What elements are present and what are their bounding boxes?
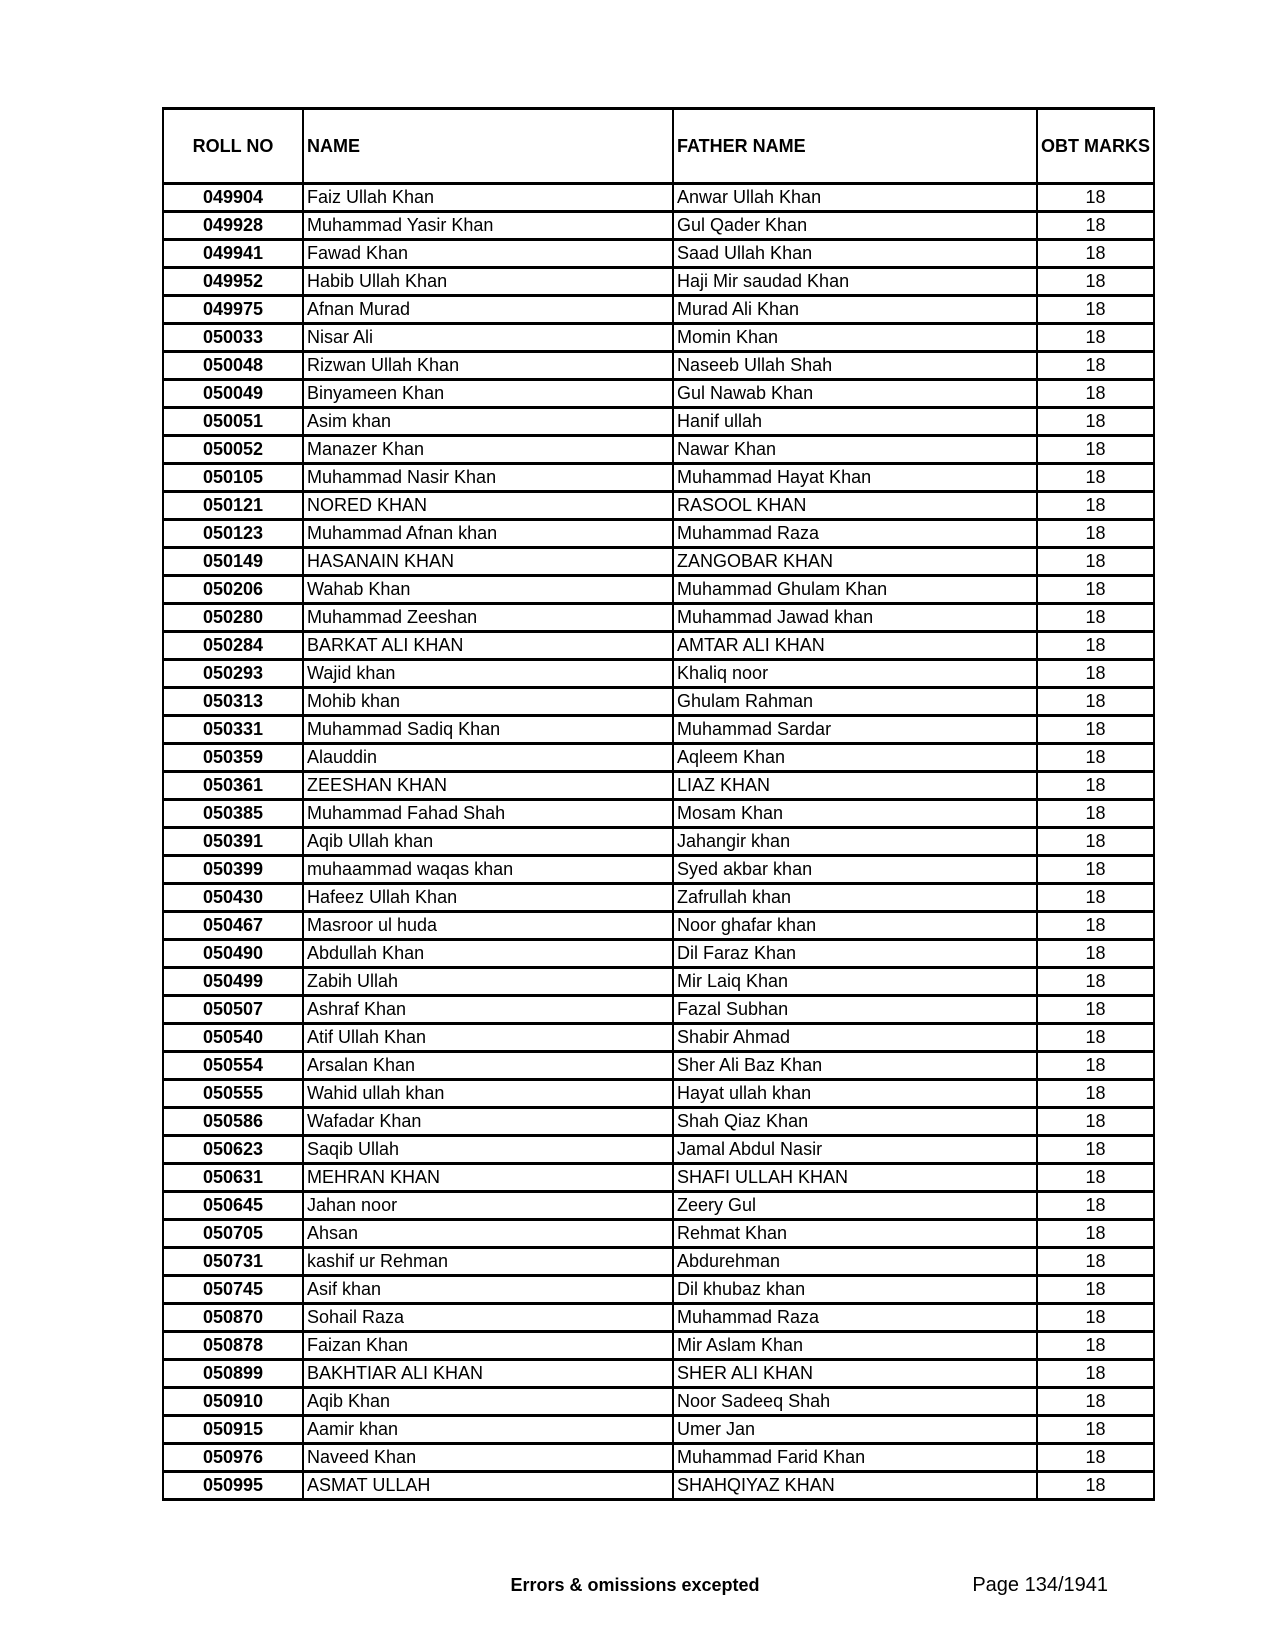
- roll-cell: 050976: [163, 1444, 303, 1472]
- name-cell: Faizan Khan: [303, 1332, 673, 1360]
- name-cell: Sohail Raza: [303, 1304, 673, 1332]
- name-cell: Muhammad Afnan khan: [303, 520, 673, 548]
- roll-cell: 050878: [163, 1332, 303, 1360]
- results-table: [162, 107, 1155, 1501]
- table-row: [163, 996, 1154, 1024]
- marks-cell: 18: [1037, 604, 1154, 632]
- father-name-cell: Ghulam Rahman: [673, 688, 1037, 716]
- roll-cell: 050899: [163, 1360, 303, 1388]
- name-cell: Hafeez Ullah Khan: [303, 884, 673, 912]
- name-cell: Asim khan: [303, 408, 673, 436]
- roll-cell: 050467: [163, 912, 303, 940]
- name-cell: Asif khan: [303, 1276, 673, 1304]
- marks-cell: 18: [1037, 1276, 1154, 1304]
- name-cell: ZEESHAN KHAN: [303, 772, 673, 800]
- roll-cell: 050995: [163, 1472, 303, 1500]
- table-row: [163, 856, 1154, 884]
- father-name-cell: Noor ghafar khan: [673, 912, 1037, 940]
- roll-cell: 050385: [163, 800, 303, 828]
- roll-cell: 049904: [163, 184, 303, 212]
- marks-cell: 18: [1037, 436, 1154, 464]
- name-cell: Faiz Ullah Khan: [303, 184, 673, 212]
- table-row: [163, 1388, 1154, 1416]
- marks-cell: 18: [1037, 520, 1154, 548]
- table-row: [163, 1024, 1154, 1052]
- table-row: [163, 1276, 1154, 1304]
- roll-cell: 050313: [163, 688, 303, 716]
- father-name-cell: Aqleem Khan: [673, 744, 1037, 772]
- table-row: [163, 352, 1154, 380]
- footer-page-number: Page 134/1941: [972, 1574, 1108, 1596]
- roll-cell: 050331: [163, 716, 303, 744]
- marks-cell: 18: [1037, 1304, 1154, 1332]
- roll-cell: 050430: [163, 884, 303, 912]
- footer-disclaimer: Errors & omissions excepted: [510, 1575, 760, 1595]
- name-cell: Naveed Khan: [303, 1444, 673, 1472]
- roll-cell: 050048: [163, 352, 303, 380]
- table-row: [163, 268, 1154, 296]
- table-row: [163, 968, 1154, 996]
- roll-cell: 050361: [163, 772, 303, 800]
- marks-cell: 18: [1037, 240, 1154, 268]
- roll-cell: 049928: [163, 212, 303, 240]
- table-row: [163, 240, 1154, 268]
- name-cell: Masroor ul huda: [303, 912, 673, 940]
- marks-cell: 18: [1037, 632, 1154, 660]
- marks-cell: 18: [1037, 184, 1154, 212]
- table-row: [163, 436, 1154, 464]
- roll-cell: 050731: [163, 1248, 303, 1276]
- marks-cell: 18: [1037, 268, 1154, 296]
- marks-cell: 18: [1037, 1444, 1154, 1472]
- table-row: [163, 1220, 1154, 1248]
- table-row: [163, 492, 1154, 520]
- roll-cell: 050623: [163, 1136, 303, 1164]
- marks-cell: 18: [1037, 1416, 1154, 1444]
- marks-cell: 18: [1037, 1220, 1154, 1248]
- name-cell: Afnan Murad: [303, 296, 673, 324]
- name-cell: Ahsan: [303, 1220, 673, 1248]
- roll-cell: 050359: [163, 744, 303, 772]
- name-cell: Alauddin: [303, 744, 673, 772]
- marks-cell: 18: [1037, 660, 1154, 688]
- table-row: [163, 1332, 1154, 1360]
- name-cell: Muhammad Zeeshan: [303, 604, 673, 632]
- roll-cell: 050123: [163, 520, 303, 548]
- table-row: [163, 464, 1154, 492]
- name-cell: MEHRAN KHAN: [303, 1164, 673, 1192]
- roll-cell: 050910: [163, 1388, 303, 1416]
- father-name-cell: Mosam Khan: [673, 800, 1037, 828]
- marks-cell: 18: [1037, 1024, 1154, 1052]
- roll-cell: 050049: [163, 380, 303, 408]
- table-row: [163, 184, 1154, 212]
- marks-cell: 18: [1037, 1136, 1154, 1164]
- father-name-cell: Muhammad Sardar: [673, 716, 1037, 744]
- marks-cell: 18: [1037, 1192, 1154, 1220]
- father-name-cell: SHER ALI KHAN: [673, 1360, 1037, 1388]
- marks-cell: 18: [1037, 1080, 1154, 1108]
- name-cell: Aamir khan: [303, 1416, 673, 1444]
- table-row: [163, 1248, 1154, 1276]
- roll-cell: 050490: [163, 940, 303, 968]
- roll-cell: 050149: [163, 548, 303, 576]
- table-row: [163, 380, 1154, 408]
- father-name-cell: Hanif ullah: [673, 408, 1037, 436]
- name-cell: Mohib khan: [303, 688, 673, 716]
- roll-cell: 050870: [163, 1304, 303, 1332]
- father-name-cell: Shah Qiaz Khan: [673, 1108, 1037, 1136]
- marks-cell: 18: [1037, 408, 1154, 436]
- table-row: [163, 1444, 1154, 1472]
- name-cell: Wajid khan: [303, 660, 673, 688]
- name-cell: Binyameen Khan: [303, 380, 673, 408]
- table-row: [163, 1108, 1154, 1136]
- table-row: [163, 716, 1154, 744]
- roll-cell: 050391: [163, 828, 303, 856]
- marks-cell: 18: [1037, 1108, 1154, 1136]
- table-row: [163, 632, 1154, 660]
- father-name-cell: Momin Khan: [673, 324, 1037, 352]
- name-cell: muhaammad waqas khan: [303, 856, 673, 884]
- table-row: [163, 408, 1154, 436]
- marks-cell: 18: [1037, 1472, 1154, 1500]
- marks-cell: 18: [1037, 1332, 1154, 1360]
- table-row: [163, 912, 1154, 940]
- col-header-roll-no: ROLL NO: [163, 109, 303, 184]
- father-name-cell: Murad Ali Khan: [673, 296, 1037, 324]
- name-cell: Saqib Ullah: [303, 1136, 673, 1164]
- table-row: [163, 884, 1154, 912]
- col-header-father-name: FATHER NAME: [673, 109, 1037, 184]
- father-name-cell: LIAZ KHAN: [673, 772, 1037, 800]
- name-cell: Fawad Khan: [303, 240, 673, 268]
- name-cell: BAKHTIAR ALI KHAN: [303, 1360, 673, 1388]
- father-name-cell: Mir Laiq Khan: [673, 968, 1037, 996]
- father-name-cell: Muhammad Raza: [673, 520, 1037, 548]
- roll-cell: 050745: [163, 1276, 303, 1304]
- table-header: [163, 109, 1154, 184]
- marks-cell: 18: [1037, 912, 1154, 940]
- page-footer: [162, 1570, 1108, 1600]
- table-row: [163, 660, 1154, 688]
- father-name-cell: Muhammad Farid Khan: [673, 1444, 1037, 1472]
- roll-cell: 050645: [163, 1192, 303, 1220]
- marks-cell: 18: [1037, 828, 1154, 856]
- father-name-cell: Syed akbar khan: [673, 856, 1037, 884]
- roll-cell: 050284: [163, 632, 303, 660]
- table-row: [163, 520, 1154, 548]
- roll-cell: 050280: [163, 604, 303, 632]
- roll-cell: 049975: [163, 296, 303, 324]
- father-name-cell: Jamal Abdul Nasir: [673, 1136, 1037, 1164]
- father-name-cell: Umer Jan: [673, 1416, 1037, 1444]
- father-name-cell: Dil khubaz khan: [673, 1276, 1037, 1304]
- roll-cell: 050915: [163, 1416, 303, 1444]
- father-name-cell: Abdurehman: [673, 1248, 1037, 1276]
- name-cell: NORED KHAN: [303, 492, 673, 520]
- marks-cell: 18: [1037, 380, 1154, 408]
- father-name-cell: Hayat ullah khan: [673, 1080, 1037, 1108]
- table-row: [163, 744, 1154, 772]
- roll-cell: 050586: [163, 1108, 303, 1136]
- father-name-cell: AMTAR ALI KHAN: [673, 632, 1037, 660]
- col-header-obt-marks: OBT MARKS: [1037, 109, 1154, 184]
- table-row: [163, 1136, 1154, 1164]
- name-cell: Manazer Khan: [303, 436, 673, 464]
- marks-cell: 18: [1037, 1164, 1154, 1192]
- marks-cell: 18: [1037, 1052, 1154, 1080]
- marks-cell: 18: [1037, 324, 1154, 352]
- roll-cell: 050554: [163, 1052, 303, 1080]
- father-name-cell: Gul Nawab Khan: [673, 380, 1037, 408]
- roll-cell: 050033: [163, 324, 303, 352]
- marks-cell: 18: [1037, 744, 1154, 772]
- father-name-cell: Gul Qader Khan: [673, 212, 1037, 240]
- father-name-cell: Mir Aslam Khan: [673, 1332, 1037, 1360]
- name-cell: Rizwan Ullah Khan: [303, 352, 673, 380]
- marks-cell: 18: [1037, 1248, 1154, 1276]
- name-cell: Muhammad Sadiq Khan: [303, 716, 673, 744]
- table-body: [163, 184, 1154, 1500]
- roll-cell: 050293: [163, 660, 303, 688]
- roll-cell: 050507: [163, 996, 303, 1024]
- father-name-cell: Haji Mir saudad Khan: [673, 268, 1037, 296]
- father-name-cell: Muhammad Raza: [673, 1304, 1037, 1332]
- roll-cell: 050499: [163, 968, 303, 996]
- name-cell: Habib Ullah Khan: [303, 268, 673, 296]
- table-row: [163, 1164, 1154, 1192]
- name-cell: Arsalan Khan: [303, 1052, 673, 1080]
- father-name-cell: ZANGOBAR KHAN: [673, 548, 1037, 576]
- table-row: [163, 1304, 1154, 1332]
- father-name-cell: RASOOL KHAN: [673, 492, 1037, 520]
- father-name-cell: Shabir Ahmad: [673, 1024, 1037, 1052]
- father-name-cell: Jahangir khan: [673, 828, 1037, 856]
- table-row: [163, 548, 1154, 576]
- table-row: [163, 1472, 1154, 1500]
- name-cell: HASANAIN KHAN: [303, 548, 673, 576]
- col-header-name: NAME: [303, 109, 673, 184]
- marks-cell: 18: [1037, 548, 1154, 576]
- father-name-cell: Rehmat Khan: [673, 1220, 1037, 1248]
- father-name-cell: Anwar Ullah Khan: [673, 184, 1037, 212]
- marks-cell: 18: [1037, 464, 1154, 492]
- name-cell: Wafadar Khan: [303, 1108, 673, 1136]
- header-row: [163, 109, 1154, 184]
- father-name-cell: Muhammad Jawad khan: [673, 604, 1037, 632]
- table-row: [163, 800, 1154, 828]
- father-name-cell: Zafrullah khan: [673, 884, 1037, 912]
- father-name-cell: SHAFI ULLAH KHAN: [673, 1164, 1037, 1192]
- name-cell: Aqib Khan: [303, 1388, 673, 1416]
- marks-cell: 18: [1037, 800, 1154, 828]
- name-cell: Nisar Ali: [303, 324, 673, 352]
- name-cell: kashif ur Rehman: [303, 1248, 673, 1276]
- marks-cell: 18: [1037, 996, 1154, 1024]
- name-cell: Muhammad Fahad Shah: [303, 800, 673, 828]
- father-name-cell: Muhammad Ghulam Khan: [673, 576, 1037, 604]
- table-row: [163, 576, 1154, 604]
- marks-cell: 18: [1037, 492, 1154, 520]
- roll-cell: 050705: [163, 1220, 303, 1248]
- father-name-cell: Saad Ullah Khan: [673, 240, 1037, 268]
- name-cell: Muhammad Yasir Khan: [303, 212, 673, 240]
- marks-cell: 18: [1037, 576, 1154, 604]
- name-cell: Wahid ullah khan: [303, 1080, 673, 1108]
- father-name-cell: Khaliq noor: [673, 660, 1037, 688]
- table-row: [163, 604, 1154, 632]
- roll-cell: 050121: [163, 492, 303, 520]
- father-name-cell: Dil Faraz Khan: [673, 940, 1037, 968]
- marks-cell: 18: [1037, 856, 1154, 884]
- father-name-cell: Nawar Khan: [673, 436, 1037, 464]
- father-name-cell: Zeery Gul: [673, 1192, 1037, 1220]
- table-row: [163, 324, 1154, 352]
- roll-cell: 050631: [163, 1164, 303, 1192]
- roll-cell: 050206: [163, 576, 303, 604]
- marks-cell: 18: [1037, 968, 1154, 996]
- name-cell: BARKAT ALI KHAN: [303, 632, 673, 660]
- table-row: [163, 772, 1154, 800]
- table-row: [163, 1052, 1154, 1080]
- father-name-cell: Noor Sadeeq Shah: [673, 1388, 1037, 1416]
- father-name-cell: Muhammad Hayat Khan: [673, 464, 1037, 492]
- table-row: [163, 1416, 1154, 1444]
- table-row: [163, 688, 1154, 716]
- marks-cell: 18: [1037, 884, 1154, 912]
- name-cell: Zabih Ullah: [303, 968, 673, 996]
- roll-cell: 050052: [163, 436, 303, 464]
- table-row: [163, 296, 1154, 324]
- marks-cell: 18: [1037, 1360, 1154, 1388]
- name-cell: Aqib Ullah khan: [303, 828, 673, 856]
- marks-cell: 18: [1037, 212, 1154, 240]
- marks-cell: 18: [1037, 1388, 1154, 1416]
- roll-cell: 049952: [163, 268, 303, 296]
- name-cell: Atif Ullah Khan: [303, 1024, 673, 1052]
- marks-cell: 18: [1037, 940, 1154, 968]
- marks-cell: 18: [1037, 352, 1154, 380]
- name-cell: Muhammad Nasir Khan: [303, 464, 673, 492]
- roll-cell: 050051: [163, 408, 303, 436]
- table-row: [163, 1360, 1154, 1388]
- table-row: [163, 1192, 1154, 1220]
- father-name-cell: SHAHQIYAZ KHAN: [673, 1472, 1037, 1500]
- name-cell: ASMAT ULLAH: [303, 1472, 673, 1500]
- roll-cell: 050105: [163, 464, 303, 492]
- name-cell: Wahab Khan: [303, 576, 673, 604]
- marks-cell: 18: [1037, 296, 1154, 324]
- roll-cell: 050540: [163, 1024, 303, 1052]
- marks-cell: 18: [1037, 688, 1154, 716]
- roll-cell: 050555: [163, 1080, 303, 1108]
- table-row: [163, 828, 1154, 856]
- marks-cell: 18: [1037, 772, 1154, 800]
- name-cell: Ashraf Khan: [303, 996, 673, 1024]
- roll-cell: 050399: [163, 856, 303, 884]
- name-cell: Abdullah Khan: [303, 940, 673, 968]
- table-row: [163, 212, 1154, 240]
- table-row: [163, 1080, 1154, 1108]
- father-name-cell: Fazal Subhan: [673, 996, 1037, 1024]
- father-name-cell: Sher Ali Baz Khan: [673, 1052, 1037, 1080]
- father-name-cell: Naseeb Ullah Shah: [673, 352, 1037, 380]
- marks-cell: 18: [1037, 716, 1154, 744]
- roll-cell: 049941: [163, 240, 303, 268]
- table-row: [163, 940, 1154, 968]
- name-cell: Jahan noor: [303, 1192, 673, 1220]
